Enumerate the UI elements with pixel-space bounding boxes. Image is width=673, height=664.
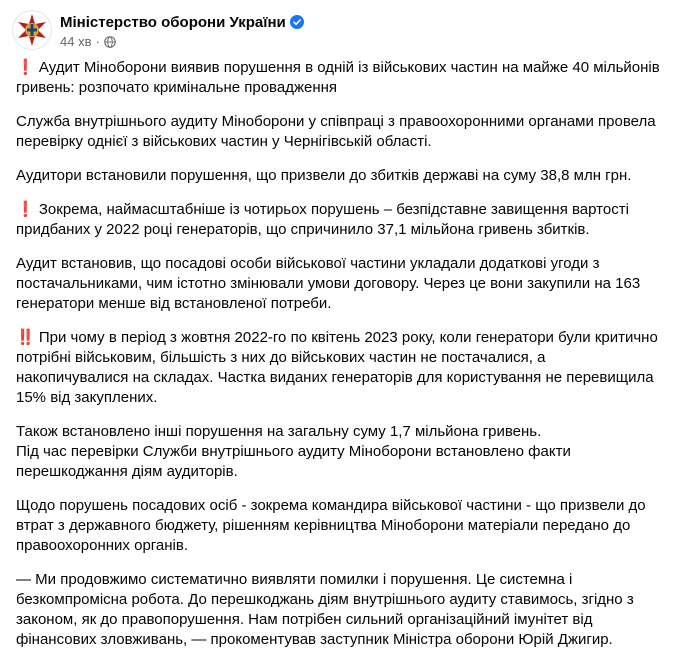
verified-badge-icon <box>290 15 304 29</box>
paragraph-text: Щодо порушень посадових осіб - зокрема командира військової частини - що призвели до втрат з державного бюджету, рішенням керівництва Міноборони матеріали передано до правоохоронних органів. <box>16 497 646 554</box>
timestamp-row <box>60 34 304 49</box>
exclamation-emoji-icon: ‼️ <box>16 329 35 346</box>
paragraph-text: Також встановлено інші порушення на загальну суму 1,7 мільйона гривень. Під час перевірки Служби внутрішнього аудиту Міноборони встановлено факти перешкоджання діям аудиторів. <box>16 423 571 480</box>
post-paragraph <box>16 422 662 482</box>
paragraph-text: Служба внутрішнього аудиту Міноборони у співпраці з правоохоронними органами провела перевірку однієї з військових частин у Чернігівській області. <box>16 113 656 150</box>
post-paragraph <box>16 58 662 98</box>
post-paragraph <box>16 570 662 650</box>
separator-dot: · <box>95 34 100 49</box>
post-body <box>16 58 662 664</box>
post-paragraph <box>16 200 662 240</box>
paragraph-text: Аудитори встановили порушення, що призвели до збитків державі на суму 38,8 млн грн. <box>16 167 632 184</box>
post-paragraph <box>16 112 662 152</box>
author-name[interactable]: Міністерство оборони України <box>60 13 286 31</box>
globe-icon[interactable] <box>104 36 116 48</box>
post-time[interactable]: 44 хв <box>60 34 92 49</box>
post-paragraph <box>16 166 662 186</box>
exclamation-emoji-icon: ❗ <box>16 201 35 218</box>
post-header <box>12 10 304 54</box>
paragraph-text: При чому в період з жовтня 2022-го по квітень 2023 року, коли генератори були критично потрібні військовим, більшість з них до військових частин не постачалися, а накопичувалися на складах. Частка виданих генераторів для користування не перевищила 15% від закуплених. <box>16 329 658 406</box>
post-paragraph <box>16 328 662 408</box>
post-paragraph <box>16 496 662 556</box>
post-paragraph <box>16 254 662 314</box>
paragraph-text: Аудит встановив, що посадові особи військової частини укладали додаткові угоди з постачальниками, чим істотно змінювали умови договору. Через це вони закупили на 163 генератори менше від встановленої потреби. <box>16 255 641 312</box>
page-avatar[interactable] <box>12 10 52 50</box>
exclamation-emoji-icon: ❗ <box>16 59 35 76</box>
paragraph-text: Аудит Міноборони виявив порушення в одній із військових частин на майже 40 мільйонів гривень: розпочато кримінальне провадження <box>16 59 660 96</box>
paragraph-text: Зокрема, наймасштабніше із чотирьох порушень – безпідставне завищення вартості придбаних у 2022 році генераторів, що спричинило 37,1 мільйона гривень збитків. <box>16 201 629 238</box>
author-row <box>60 12 304 32</box>
paragraph-text: — Ми продовжимо систематично виявляти помилки і порушення. Це системна і безкомпромісна робота. До перешкоджань діям внутрішнього аудиту ставимось, згідно з законом, як до правопорушення. Нам потрібен сильний організаційний імунітет від фінансових зловживань, — прокоментував заступник Міністра оборони Юрій Джигир. <box>16 571 634 648</box>
post-meta <box>60 12 304 49</box>
ministry-emblem-icon <box>14 12 50 48</box>
